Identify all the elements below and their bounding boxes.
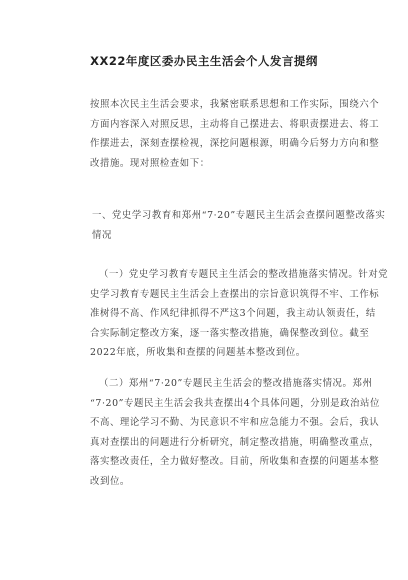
text-line: 改到位。: [90, 475, 130, 487]
item-2-paragraph: [90, 374, 381, 491]
text-line: 落实整改责任，全力做好整改。目前，所收集和查摆的问题基本整: [90, 456, 380, 467]
text-line: 方面内容深入对照反思，主动将自己摆进去、将职责摆进去、将工: [90, 118, 380, 130]
text-line: 准树得不高、作风纪律抓得不严这3个问题，我主动认领责任，结: [90, 308, 376, 319]
text-line: （一）党史学习教育专题民主生活会的整改措施落实情况。针对党: [99, 269, 389, 280]
text-line: 史学习教育专题民主生活会上查摆出的宗旨意识筑得不牢、工作标: [90, 288, 380, 300]
text-line: 作摆进去，深刻查摆检视，深挖问题根源，明确今后努力方向和整: [90, 138, 380, 149]
intro-paragraph: [90, 95, 380, 173]
text-line: 改措施。现对照检查如下：: [90, 157, 210, 169]
section-heading: [92, 206, 386, 245]
text-line: 2022年底，所收集和查摆的问题基本整改到位。: [90, 347, 306, 358]
text-line: （二）郑州“7·20”专题民主生活会的整改措施落实情况。郑州: [99, 378, 373, 389]
text-line: 合实际制定整改方案，逐一落实整改措施，确保整改到位。截至: [90, 327, 370, 339]
text-line: 一、党史学习教育和郑州“7·20”专题民主生活会查摆问题整改落实: [92, 210, 386, 221]
text-line: 情况: [92, 229, 112, 241]
text-line: 不高、理论学习不勤、为民意识不牢和应急能力不强。会后，我认: [90, 417, 380, 428]
text-line: 按照本次民主生活会要求，我紧密联系思想和工作实际，围绕六个: [90, 99, 380, 110]
text-line: “7·20”专题民主生活会我共查摆出4个具体问题，分别是政治站位: [90, 397, 381, 409]
document-title: XX22年度区委办民主生活会个人发言提纲: [90, 54, 318, 68]
text-line: 真对查摆出的问题进行分析研究，制定整改措施，明确整改重点，: [90, 436, 380, 448]
item-1-paragraph: [90, 265, 389, 363]
